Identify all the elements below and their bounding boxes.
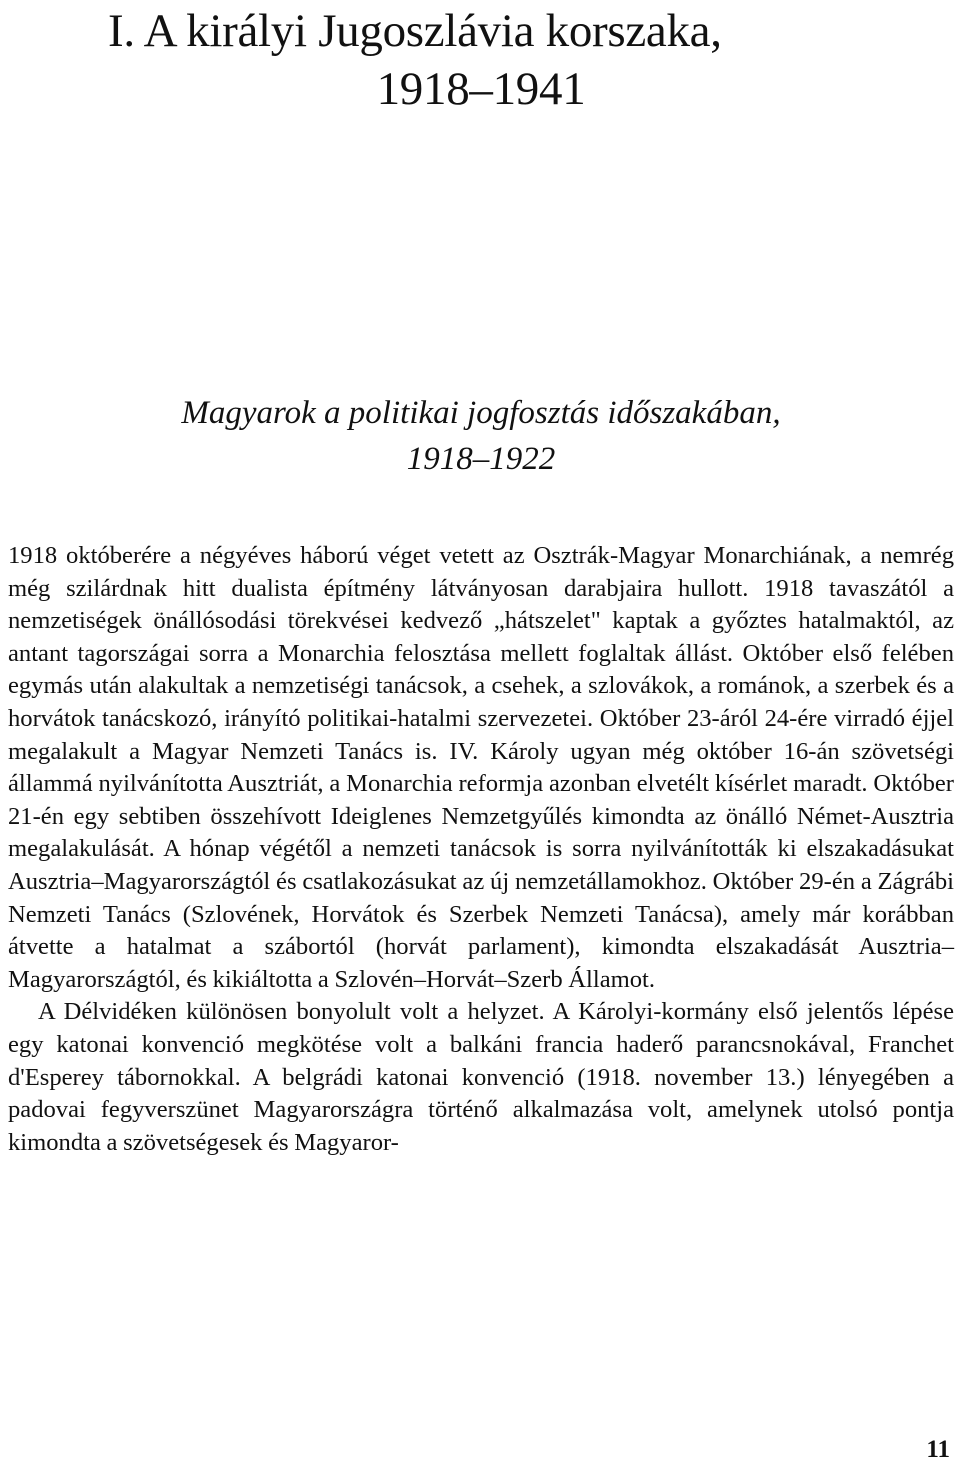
page-number: 11 bbox=[926, 1436, 950, 1463]
chapter-title-line-1: I. A királyi Jugoszlávia korszaka, bbox=[108, 5, 722, 57]
chapter-title-line-2: 1918–1941 bbox=[376, 63, 586, 115]
book-page bbox=[8, 0, 954, 1480]
section-title-line-2: 1918–1922 bbox=[406, 441, 556, 477]
section-title-line-1: Magyarok a politikai jogfosztás időszakában, bbox=[181, 395, 781, 431]
paragraph-2: A Délvidéken különösen bonyolult volt a helyzet. A Károlyi-kormány első jelentős lépése egy katonai konvenció megkötése volt a balkáni francia haderő parancsnokával, Franchet d'Esperey tábornokkal. A belgrádi katonai konvenció (1918. november 13.) lényegében a padovai fegyverszünet Magyarországra történő alkalmazása volt, amelynek utolsó pontja kimondta a szövetségesek és Magyaror- bbox=[8, 998, 954, 1156]
body-text bbox=[8, 540, 954, 1159]
chapter-title bbox=[8, 2, 954, 118]
section-title bbox=[8, 390, 954, 482]
paragraph-1: 1918 októberére a négyéves háború véget vetett az Osztrák-Magyar Monarchiának, a nemrég még szilárdnak hitt dualista építmény látványosan darabjaira hullott. 1918 tavaszától a nemzetiségek önállósodási törekvései kedvező „hátszelet" kaptak a győztes hatalmaktól, az antant tagországai sorra a Monarchia felosztása mellett foglaltak állást. Október első felében egymás után alakultak a nemzetiségi tanácsok, a csehek, a szlovákok, a románok, a szerbek és a horvátok tanácskozó, irányító politikai-hatalmi szervezetei. Október 23-áról 24-ére virradó éjjel megalakult a Magyar Nemzeti Tanács is. IV. Károly ugyan még október 16-án szövetségi állammá nyilvánította Ausztriát, a Monarchia reformja azonban elvetélt kísérlet maradt. Október 21-én egy sebtiben összehívott Ideiglenes Nemzetgyűlés kimondta az önálló Német-Ausztria megalakulását. A hónap végétől a nemzeti tanácsok is sorra nyilvánították ki elszakadásukat Ausztria–Magyarországtól és csatlakozásukat az új nemzetállamokhoz. Október 29-én a Zágrábi Nemzeti Tanács (Szlovének, Horvátok és Szerbek Nemzeti Tanácsa), amely már korábban átvette a hatalmat a szábortól (horvát parlament), kimondta elszakadását Ausztria–Magyarországtól, és kikiáltotta a Szlovén–Horvát–Szerb Államot. bbox=[8, 542, 954, 993]
